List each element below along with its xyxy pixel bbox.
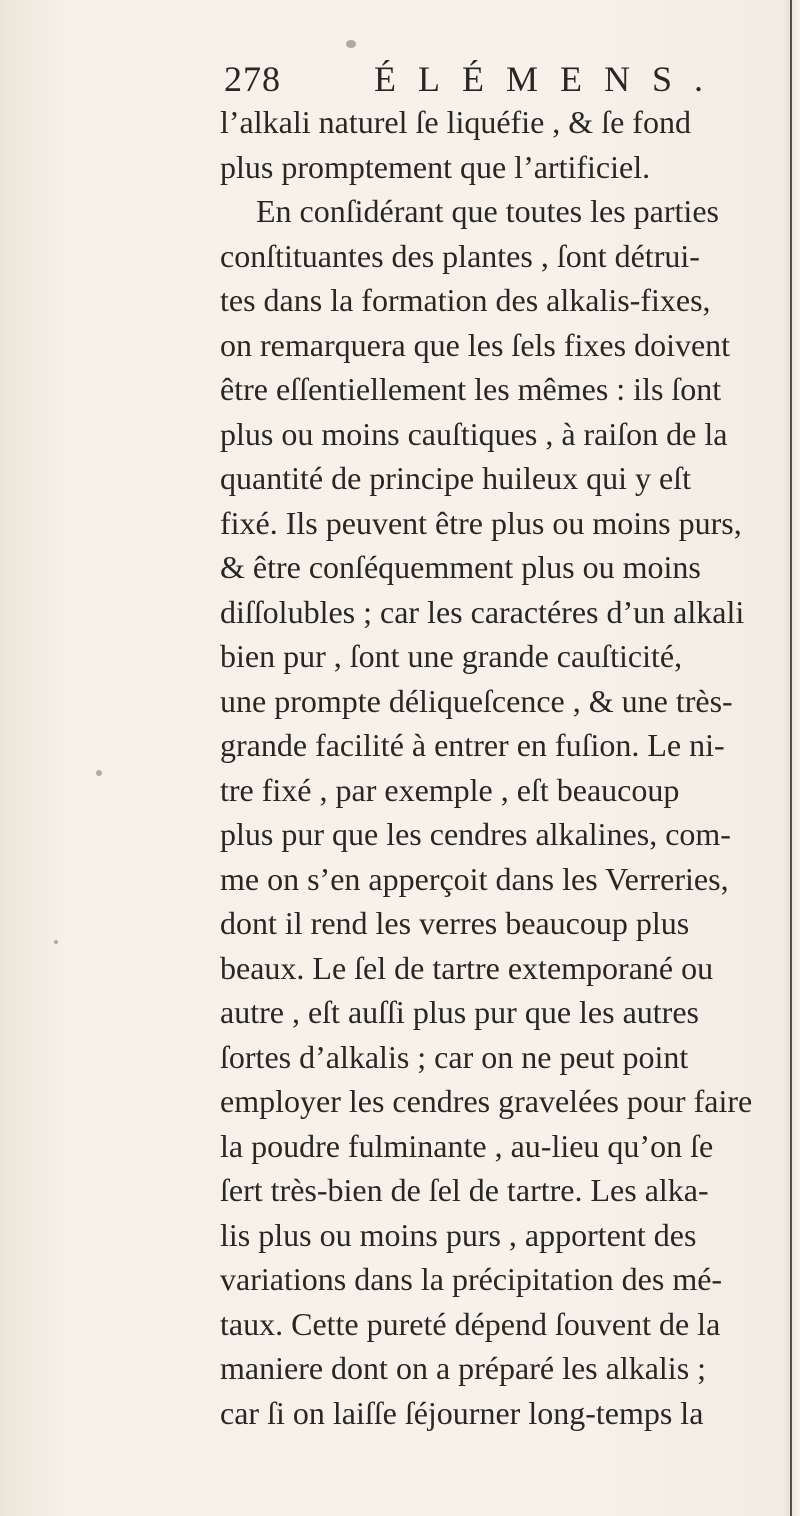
text-line: quantité de principe huileux qui y eſt (220, 460, 691, 496)
ink-speck (346, 40, 356, 48)
text-line: plus pur que les cendres alkalines, com- (220, 816, 731, 852)
text-line: variations dans la précipitation des mé- (220, 1261, 723, 1297)
text-line: lis plus ou moins purs , apportent des (220, 1216, 697, 1253)
body-text (220, 100, 768, 1435)
text-line: & être conſéquemment plus ou moins (220, 549, 701, 585)
text-line: grande facilité à entrer en fuſion. Le ni- (220, 727, 725, 763)
running-head: ÉLÉMENS. (374, 59, 725, 99)
text-line: l’alkali naturel ſe liquéfie , & ſe fond (220, 104, 691, 140)
ink-speck (54, 940, 58, 944)
page-number: 278 (224, 59, 281, 99)
text-line: car ſi on laiſſe ſéjourner long-temps la (220, 1394, 704, 1431)
text-line: ſortes d’alkalis ; car on ne peut point (220, 1038, 689, 1075)
text-line: dont il rend les verres beaucoup plus (220, 905, 690, 941)
text-line: plus ou moins cauſtiques , à raiſon de la (220, 415, 728, 452)
text-line: tre fixé , par exemple , eſt beaucoup (220, 771, 680, 808)
text-line: employer les cendres gravelées pour faire (220, 1083, 753, 1119)
text-line: une prompte déliqueſcence , & une très- (220, 682, 733, 719)
text-line: autre , eſt auſſi plus pur que les autres (220, 994, 699, 1030)
text-line: être eſſentiellement les mêmes : ils ſont (220, 371, 722, 407)
text-line: la poudre fulminante , au-lieu qu’on ſe (220, 1127, 714, 1164)
text-line: ſert très-bien de ſel de tartre. Les alka- (220, 1172, 709, 1208)
text-line: bien pur , ſont une grande cauſticité, (220, 638, 683, 674)
text-line: taux. Cette pureté dépend ſouvent de la (220, 1305, 721, 1342)
text-line: plus promptement que l’artificiel. (220, 148, 651, 185)
text-line: maniere dont on a préparé les alkalis ; (220, 1350, 707, 1386)
ink-speck (96, 770, 102, 776)
text-line: tes dans la formation des alkalis-fixes, (220, 282, 711, 318)
text-line: beaux. Le ſel de tartre extemporané ou (220, 949, 714, 986)
paragraph-start-line: En conſidérant que toutes les parties (256, 193, 719, 229)
text-line: on remarquera que les ſels fixes doivent (220, 326, 731, 363)
text-line: fixé. Ils peuvent être plus ou moins purs, (220, 504, 742, 541)
text-line: diſſolubles ; car les caractéres d’un alkali (220, 593, 745, 630)
text-line: me on s’en apperçoit dans les Verreries, (220, 860, 729, 897)
text-line: conſtituantes des plantes , ſont détrui- (220, 237, 700, 274)
page-edge-line (790, 0, 792, 1516)
